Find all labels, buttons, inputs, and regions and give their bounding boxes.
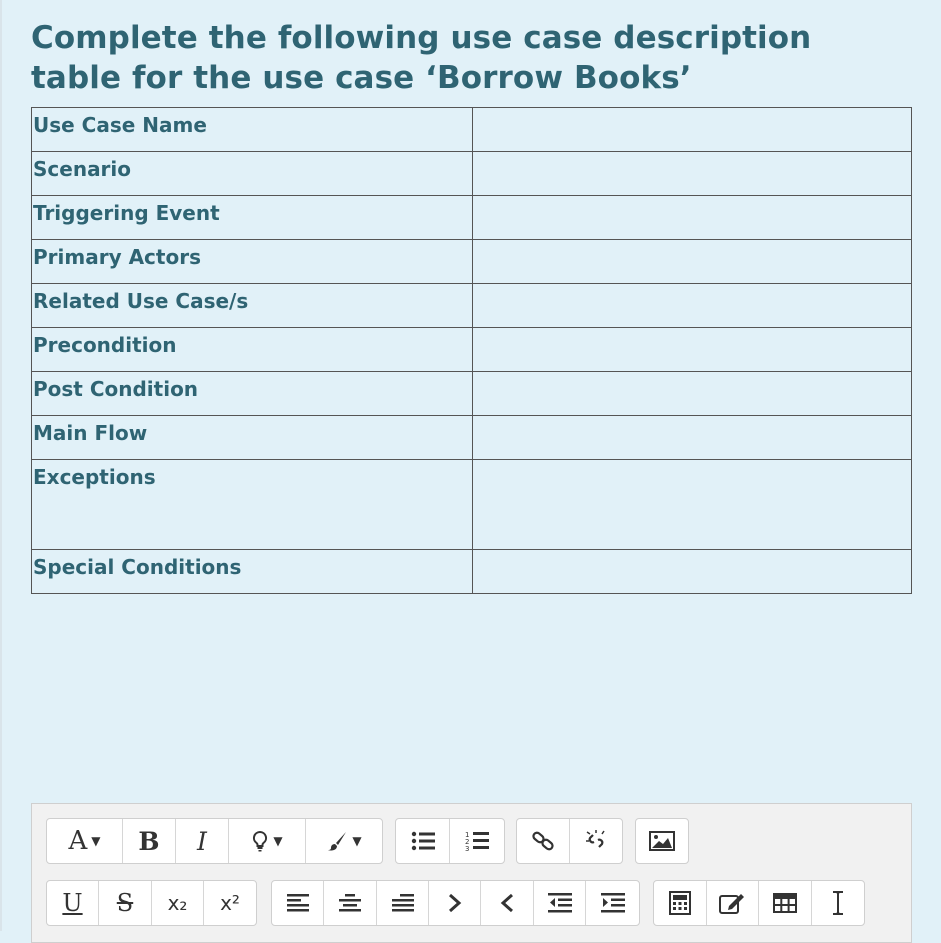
equation-button[interactable] (654, 881, 707, 925)
bold-button[interactable] (123, 819, 176, 863)
indent-icon (601, 893, 625, 913)
toolbar-group-media (635, 818, 689, 864)
row-label: Primary Actors (32, 240, 473, 284)
row-value-cell[interactable] (473, 284, 912, 328)
clear-formatting-button[interactable] (812, 881, 865, 925)
toolbar-group-lists (395, 818, 505, 864)
link-icon (531, 829, 555, 853)
row-label: Related Use Case/s (32, 284, 473, 328)
bullet-list-icon (411, 831, 435, 851)
row-value-cell[interactable] (473, 152, 912, 196)
question-title: Complete the following use case description table for the use case ‘Borrow Books’ (31, 20, 812, 96)
manage-files-button[interactable] (707, 881, 760, 925)
table-row (32, 372, 912, 416)
align-left-icon (287, 894, 309, 912)
row-value-cell[interactable] (473, 372, 912, 416)
table-row (32, 460, 912, 550)
toolbar-group-insert (653, 880, 865, 926)
superscript-icon: x² (220, 891, 240, 915)
rtl-button[interactable] (481, 881, 534, 925)
text-editor (31, 803, 912, 943)
chevron-down-icon: ▼ (91, 834, 101, 848)
font-size-icon: A (68, 826, 88, 856)
row-label: Scenario (32, 152, 473, 196)
align-center-button[interactable] (324, 881, 377, 925)
outdent-icon (548, 893, 572, 913)
row-value-cell[interactable] (473, 108, 912, 152)
svg-text:3: 3 (465, 845, 470, 852)
align-right-icon (392, 894, 414, 912)
ordered-list-button[interactable] (450, 819, 504, 863)
row-label: Precondition (32, 328, 473, 372)
table-row (32, 152, 912, 196)
unlink-button[interactable] (570, 819, 623, 863)
table-row (32, 108, 912, 152)
table-icon (773, 893, 797, 913)
use-case-table (31, 107, 912, 594)
row-label: Post Condition (32, 372, 473, 416)
table-row (32, 196, 912, 240)
row-value-cell[interactable] (473, 550, 912, 594)
image-icon (649, 831, 675, 851)
cursor-icon (830, 890, 846, 916)
ltr-button[interactable] (429, 881, 481, 925)
background-color-button[interactable] (306, 819, 382, 863)
page-left-border (0, 0, 2, 931)
italic-icon: I (197, 826, 207, 856)
indent-button[interactable] (586, 881, 639, 925)
align-right-button[interactable] (377, 881, 429, 925)
styles-button[interactable] (229, 819, 306, 863)
edit-icon (719, 892, 745, 914)
toolbar-group-links (516, 818, 623, 864)
row-label: Main Flow (32, 416, 473, 460)
align-left-button[interactable] (272, 881, 324, 925)
table-row (32, 240, 912, 284)
bold-icon: B (138, 826, 160, 856)
underline-icon: U (62, 889, 83, 917)
chevron-down-icon: ▼ (352, 834, 362, 848)
table-row (32, 284, 912, 328)
lightbulb-icon (251, 830, 269, 852)
link-button[interactable] (517, 819, 570, 863)
svg-text:2: 2 (465, 838, 470, 846)
strikethrough-button[interactable] (99, 881, 152, 925)
row-value-cell[interactable] (473, 328, 912, 372)
numbered-list-icon (465, 830, 489, 852)
align-center-icon (339, 894, 361, 912)
table-row (32, 328, 912, 372)
outdent-button[interactable] (534, 881, 586, 925)
row-value-cell[interactable] (473, 416, 912, 460)
row-label: Exceptions (32, 460, 473, 550)
subscript-icon: x₂ (167, 891, 188, 915)
row-label: Use Case Name (32, 108, 473, 152)
table-row (32, 416, 912, 460)
toolbar-group-style (46, 818, 383, 864)
italic-button[interactable] (176, 819, 229, 863)
paintbrush-icon (326, 830, 348, 852)
table-row (32, 550, 912, 594)
calculator-icon (669, 891, 691, 915)
row-label: Special Conditions (32, 550, 473, 594)
superscript-button[interactable] (204, 881, 256, 925)
ltr-icon (448, 893, 462, 913)
row-label: Triggering Event (32, 196, 473, 240)
row-value-cell[interactable] (473, 196, 912, 240)
insert-image-button[interactable] (636, 819, 688, 863)
rtl-icon (500, 893, 514, 913)
svg-text:1: 1 (465, 831, 470, 839)
subscript-button[interactable] (152, 881, 204, 925)
underline-button[interactable] (47, 881, 99, 925)
unlink-icon (584, 829, 608, 853)
insert-table-button[interactable] (759, 881, 812, 925)
chevron-down-icon: ▼ (273, 834, 283, 848)
toolbar-group-alignment (271, 880, 640, 926)
strikethrough-icon: S (116, 889, 134, 917)
unordered-list-button[interactable] (396, 819, 450, 863)
font-size-button[interactable] (47, 819, 123, 863)
row-value-cell[interactable] (473, 240, 912, 284)
row-value-cell[interactable] (473, 460, 912, 550)
toolbar-group-text-format (46, 880, 257, 926)
